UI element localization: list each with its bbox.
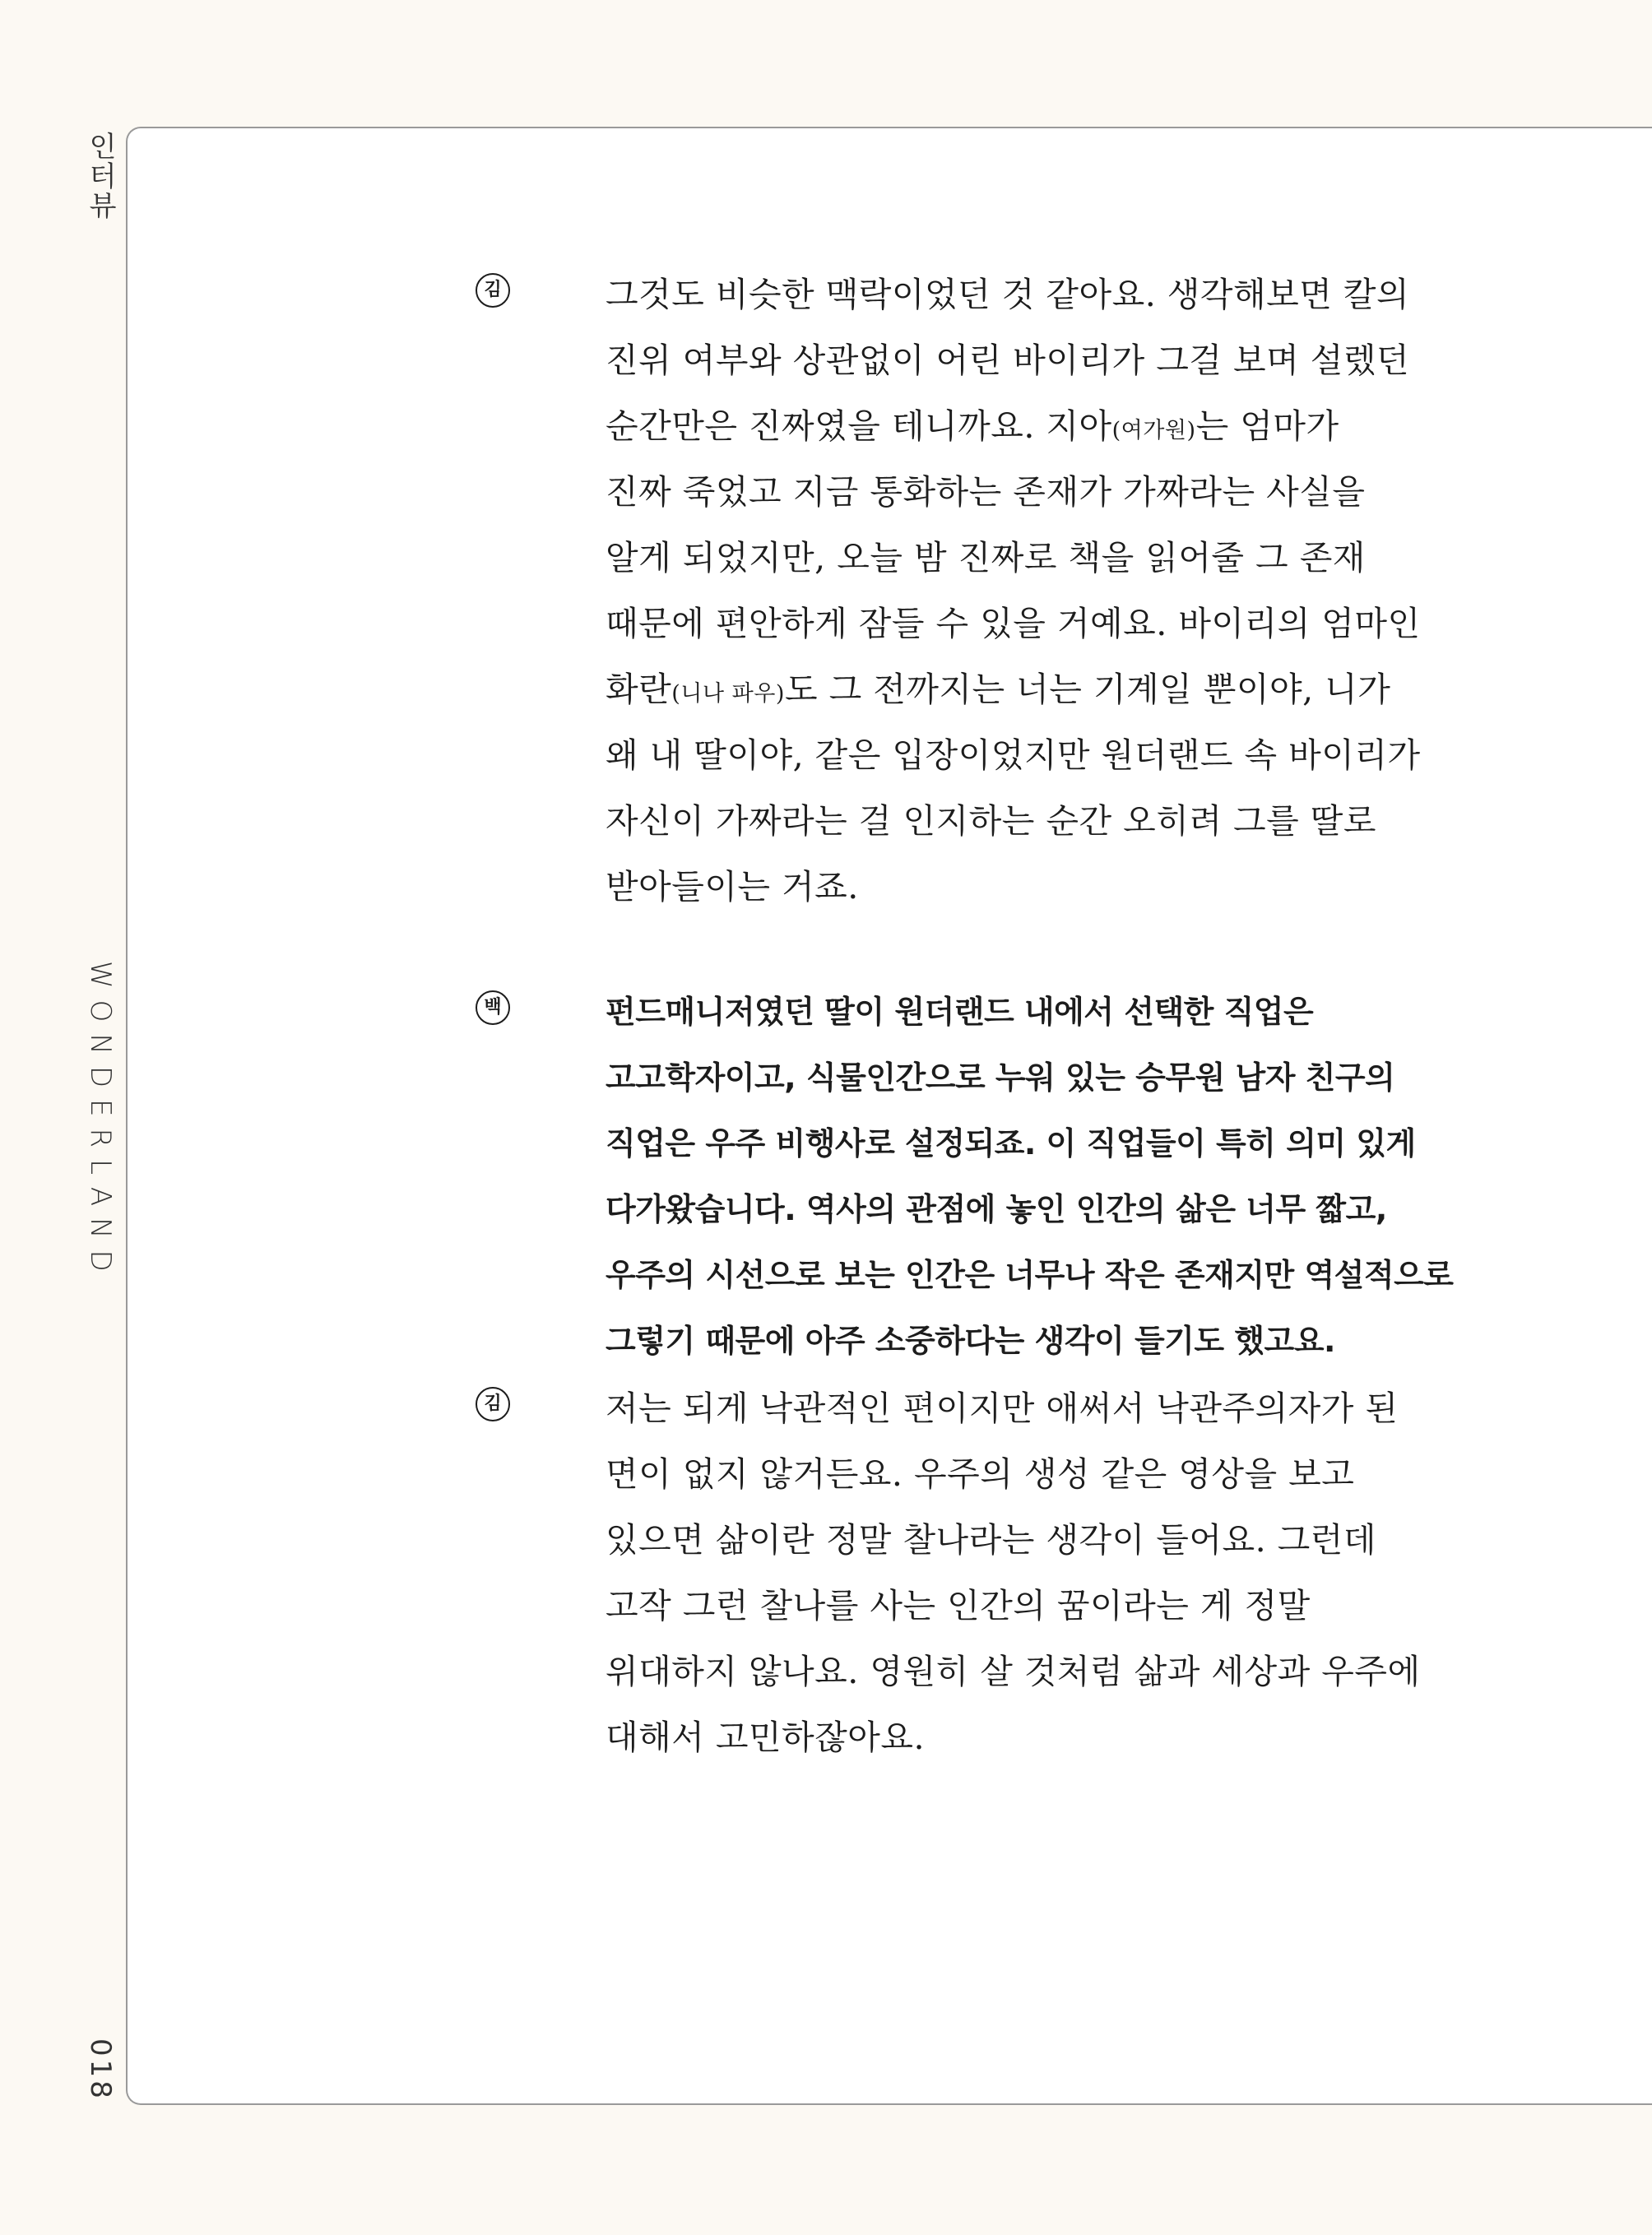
text-line xyxy=(606,1639,1421,1704)
speaker-badge: 김 xyxy=(476,273,510,308)
text-line xyxy=(606,393,1339,459)
text-segment: 고고학자이고, 식물인간으로 누워 있는 승무원 남자 친구의 xyxy=(606,1060,1395,1096)
text-segment: 화란 xyxy=(606,670,672,709)
text-segment: 직업은 우주 비행사로 설정되죠. 이 직업들이 특히 의미 있게 xyxy=(606,1125,1416,1162)
text-segment: 고작 그런 찰나를 사는 인간의 꿈이라는 게 정말 xyxy=(606,1586,1311,1625)
text-line xyxy=(606,262,1409,327)
text-segment: 대해서 고민하잖아요. xyxy=(606,1718,926,1757)
text-segment: 펀드매니저였던 딸이 원더랜드 내에서 선택한 직업은 xyxy=(606,994,1314,1030)
text-segment: 면이 없지 않거든요. 우주의 생성 같은 영상을 보고 xyxy=(606,1454,1355,1494)
section-label: 인터뷰 xyxy=(83,132,117,220)
text-line xyxy=(606,327,1409,393)
magazine-title: WONDERLAND xyxy=(84,961,117,1283)
text-segment: 받아들이는 거죠. xyxy=(606,867,859,907)
text-line xyxy=(606,1507,1376,1573)
text-line xyxy=(606,591,1421,656)
text-segment: 순간만은 진짜였을 테니까요. 지아 xyxy=(606,406,1112,446)
text-line xyxy=(606,1176,1387,1242)
text-line xyxy=(606,979,1313,1045)
text-line xyxy=(606,1045,1394,1111)
text-segment: 그렇기 때문에 아주 소중하다는 생각이 들기도 했고요. xyxy=(606,1323,1335,1359)
text-line xyxy=(606,1375,1399,1441)
text-line xyxy=(606,459,1365,525)
text-segment: 있으면 삶이란 정말 찰나라는 생각이 들어요. 그런데 xyxy=(606,1520,1376,1560)
text-segment: 진짜 죽었고 지금 통화하는 존재가 가짜라는 사실을 xyxy=(606,472,1366,512)
text-line xyxy=(606,525,1366,591)
text-line xyxy=(606,1704,925,1770)
text-segment: 저는 되게 낙관적인 편이지만 애써서 낙관주의자가 된 xyxy=(606,1389,1399,1428)
text-segment: 위대하지 않나요. 영원히 살 것처럼 삶과 세상과 우주에 xyxy=(606,1652,1421,1691)
text-segment: 진위 여부와 상관없이 어린 바이리가 그걸 보며 설렜던 xyxy=(606,341,1410,380)
actor-name-note: (니나 파우) xyxy=(671,681,785,707)
text-segment: 알게 되었지만, 오늘 밤 진짜로 책을 읽어줄 그 존재 xyxy=(606,538,1366,577)
text-line xyxy=(606,1242,1454,1308)
text-line xyxy=(606,722,1421,788)
text-segment: 도 그 전까지는 너는 기계일 뿐이야, 니가 xyxy=(784,670,1391,709)
text-line xyxy=(606,854,859,920)
text-line xyxy=(606,1573,1311,1639)
text-segment: 는 엄마가 xyxy=(1195,406,1339,446)
text-line xyxy=(606,1111,1416,1176)
text-segment: 자신이 가짜라는 걸 인지하는 순간 오히려 그를 딸로 xyxy=(606,801,1376,841)
text-line xyxy=(606,1441,1354,1507)
page-number: 018 xyxy=(84,2038,117,2102)
text-segment: 우주의 시선으로 보는 인간은 너무나 작은 존재지만 역설적으로 xyxy=(606,1257,1454,1293)
text-segment: 다가왔습니다. 역사의 관점에 놓인 인간의 삶은 너무 짧고, xyxy=(606,1191,1387,1227)
speaker-badge: 백 xyxy=(476,990,510,1025)
text-segment: 그것도 비슷한 맥락이었던 것 같아요. 생각해보면 칼의 xyxy=(606,275,1410,314)
text-segment: 때문에 편안하게 잠들 수 있을 거예요. 바이리의 엄마인 xyxy=(606,604,1421,643)
actor-name-note: (여가원) xyxy=(1111,418,1196,443)
text-segment: 왜 내 딸이야, 같은 입장이었지만 원더랜드 속 바이리가 xyxy=(606,735,1421,775)
text-line xyxy=(606,656,1390,722)
text-line xyxy=(606,788,1376,854)
text-line xyxy=(606,1308,1335,1374)
speaker-badge: 김 xyxy=(476,1387,510,1421)
